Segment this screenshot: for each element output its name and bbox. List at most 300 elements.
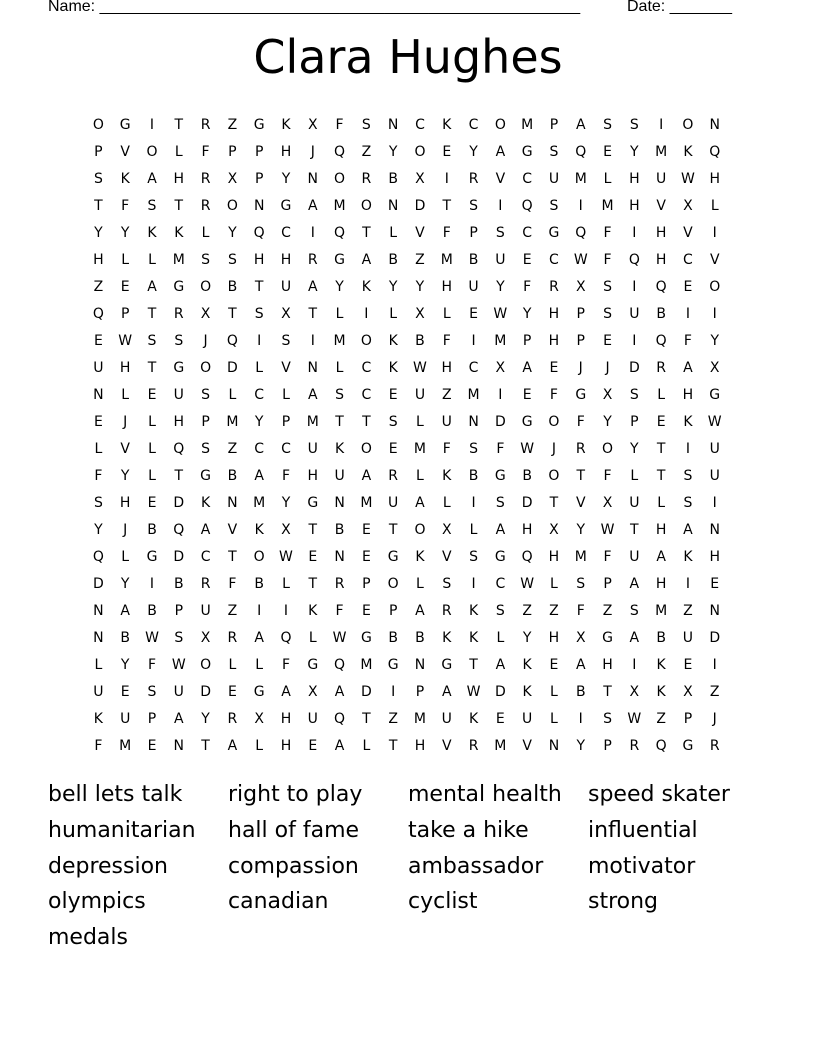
grid-letter: H xyxy=(682,387,694,403)
grid-letter: P xyxy=(201,414,210,430)
grid-letter: D xyxy=(200,684,211,700)
grid-letter: Y xyxy=(469,144,478,160)
grid-letter: B xyxy=(656,306,666,322)
grid-letter: K xyxy=(442,468,452,484)
grid-letter: Y xyxy=(94,522,103,538)
grid-letter: A xyxy=(254,630,264,646)
grid-letter: L xyxy=(416,468,424,484)
grid-letter: G xyxy=(521,144,533,160)
letter-grid xyxy=(85,113,728,761)
grid-letter: U xyxy=(709,441,720,457)
grid-letter: S xyxy=(442,576,452,592)
grid-letter: Y xyxy=(254,414,264,430)
grid-letter: T xyxy=(308,522,318,538)
grid-letter: O xyxy=(334,171,346,187)
grid-letter: Q xyxy=(334,144,346,160)
grid-letter: K xyxy=(388,360,398,376)
grid-letter: U xyxy=(629,306,640,322)
grid-letter: Y xyxy=(603,414,612,430)
grid-letter: S xyxy=(549,198,559,214)
grid-letter: E xyxy=(710,576,720,592)
grid-letter: H xyxy=(548,630,560,646)
grid-letter: D xyxy=(414,198,426,214)
grid-letter: L xyxy=(308,630,317,646)
grid-letter: P xyxy=(603,576,612,592)
grid-letter: R xyxy=(441,603,452,619)
grid-letter: U xyxy=(548,171,560,187)
grid-letter: E xyxy=(361,522,371,538)
word-list xyxy=(48,779,788,958)
grid-letter: O xyxy=(360,198,372,214)
grid-letter: M xyxy=(413,441,426,457)
grid-letter: G xyxy=(253,117,265,133)
grid-letter: S xyxy=(174,333,184,349)
grid-letter: F xyxy=(523,279,532,295)
grid-letter: O xyxy=(360,441,372,457)
word-list-item: olympics xyxy=(48,889,146,915)
grid-letter: W xyxy=(707,414,722,430)
grid-letter: S xyxy=(629,117,639,133)
grid-letter: R xyxy=(200,117,211,133)
grid-letter: A xyxy=(575,117,586,133)
grid-letter: W xyxy=(171,657,186,673)
grid-row xyxy=(85,464,728,491)
grid-letter: S xyxy=(147,198,157,214)
grid-letter: L xyxy=(630,468,639,484)
grid-letter: G xyxy=(682,738,694,754)
grid-letter: S xyxy=(201,252,211,268)
grid-letter: H xyxy=(280,738,292,754)
grid-letter: S xyxy=(147,333,157,349)
grid-letter: X xyxy=(415,306,425,322)
grid-letter: P xyxy=(174,603,184,619)
grid-letter: C xyxy=(522,225,533,241)
grid-letter: H xyxy=(119,360,131,376)
grid-letter: H xyxy=(548,333,560,349)
grid-letter: K xyxy=(442,117,452,133)
grid-letter: I xyxy=(685,576,690,592)
grid-letter: A xyxy=(495,144,506,160)
grid-letter: I xyxy=(685,441,690,457)
grid-letter: I xyxy=(632,279,637,295)
word-list-item: take a hike xyxy=(408,817,529,843)
grid-letter: P xyxy=(549,117,559,133)
name-field-label: Name: ______________________________________________________ xyxy=(48,0,581,15)
grid-letter: Z xyxy=(683,603,693,619)
grid-row xyxy=(85,545,728,572)
grid-letter: H xyxy=(655,225,667,241)
grid-letter: W xyxy=(627,711,642,727)
grid-letter: U xyxy=(93,684,104,700)
grid-letter: M xyxy=(494,333,507,349)
grid-letter: S xyxy=(495,603,505,619)
grid-letter: U xyxy=(629,495,640,511)
grid-letter: X xyxy=(629,684,640,700)
grid-letter: I xyxy=(364,306,369,322)
grid-letter: P xyxy=(683,711,693,727)
grid-letter: O xyxy=(548,468,560,484)
word-list-item: strong xyxy=(588,889,659,915)
grid-letter: Y xyxy=(388,144,398,160)
grid-letter: F xyxy=(335,117,344,133)
grid-letter: F xyxy=(576,414,585,430)
grid-letter: L xyxy=(416,414,424,430)
grid-letter: X xyxy=(683,198,693,214)
grid-letter: S xyxy=(361,117,371,133)
grid-row xyxy=(85,599,728,626)
grid-letter: T xyxy=(174,117,184,133)
grid-letter: S xyxy=(603,306,612,322)
grid-letter: D xyxy=(360,684,372,700)
grid-row xyxy=(85,518,728,545)
grid-letter: Y xyxy=(630,441,639,457)
grid-letter: X xyxy=(281,306,291,322)
grid-letter: N xyxy=(307,171,319,187)
grid-letter: Q xyxy=(655,279,667,295)
grid-letter: R xyxy=(227,630,238,646)
grid-letter: R xyxy=(173,306,184,322)
grid-letter: A xyxy=(415,603,425,619)
grid-letter: A xyxy=(227,738,238,754)
grid-row xyxy=(85,275,728,302)
grid-letter: J xyxy=(123,414,128,430)
grid-row xyxy=(85,356,728,383)
grid-letter: Q xyxy=(173,441,185,457)
grid-letter: J xyxy=(578,360,583,376)
grid-letter: I xyxy=(149,576,155,592)
grid-letter: C xyxy=(549,252,559,268)
grid-letter: K xyxy=(468,711,479,727)
grid-letter: F xyxy=(442,225,451,241)
grid-letter: N xyxy=(253,198,265,214)
grid-letter: A xyxy=(495,522,506,538)
grid-letter: Q xyxy=(92,306,104,322)
grid-letter: K xyxy=(120,171,130,187)
grid-letter: V xyxy=(415,225,425,241)
grid-letter: F xyxy=(576,603,585,619)
grid-letter: W xyxy=(332,630,347,646)
grid-letter: P xyxy=(415,684,425,700)
grid-letter: P xyxy=(576,306,585,322)
grid-letter: G xyxy=(119,117,131,133)
grid-letter: X xyxy=(602,387,613,403)
grid-letter: A xyxy=(147,171,157,187)
grid-letter: N xyxy=(334,549,345,565)
grid-letter: V xyxy=(656,198,666,214)
grid-letter: L xyxy=(148,441,156,457)
grid-letter: W xyxy=(520,576,535,592)
grid-letter: G xyxy=(173,279,185,295)
grid-letter: X xyxy=(549,522,559,538)
grid-letter: G xyxy=(280,198,292,214)
grid-letter: T xyxy=(308,576,318,592)
grid-letter: U xyxy=(656,171,667,187)
grid-letter: I xyxy=(498,198,503,214)
grid-letter: I xyxy=(632,657,637,673)
grid-letter: N xyxy=(93,630,104,646)
word-list-item: compassion xyxy=(228,853,359,879)
grid-letter: A xyxy=(575,657,586,673)
grid-letter: S xyxy=(93,495,103,511)
grid-letter: M xyxy=(119,738,132,754)
grid-letter: G xyxy=(360,630,372,646)
grid-letter: H xyxy=(414,738,426,754)
grid-letter: P xyxy=(576,333,585,349)
grid-letter: T xyxy=(388,738,398,754)
grid-letter: R xyxy=(629,738,640,754)
grid-letter: S xyxy=(281,333,291,349)
grid-letter: S xyxy=(495,225,505,241)
grid-letter: E xyxy=(549,360,559,376)
grid-letter: Z xyxy=(441,387,452,403)
grid-letter: M xyxy=(360,657,373,673)
grid-letter: K xyxy=(147,225,157,241)
grid-letter: X xyxy=(575,630,586,646)
grid-letter: Y xyxy=(120,468,130,484)
grid-row xyxy=(85,491,728,518)
grid-letter: E xyxy=(120,684,130,700)
grid-letter: M xyxy=(172,252,185,268)
grid-letter: I xyxy=(310,225,315,241)
grid-letter: L xyxy=(389,225,398,241)
word-list-item: cyclist xyxy=(408,889,478,915)
grid-letter: H xyxy=(548,549,560,565)
grid-letter: U xyxy=(388,495,399,511)
grid-letter: L xyxy=(603,171,612,187)
grid-letter: Q xyxy=(628,252,640,268)
grid-letter: E xyxy=(361,603,371,619)
grid-letter: F xyxy=(121,198,130,214)
grid-letter: O xyxy=(226,198,238,214)
grid-letter: K xyxy=(683,414,693,430)
grid-letter: B xyxy=(415,333,425,349)
grid-letter: A xyxy=(361,252,372,268)
grid-letter: B xyxy=(575,684,586,700)
grid-letter: T xyxy=(254,279,264,295)
grid-letter: R xyxy=(575,441,586,457)
grid-letter: K xyxy=(522,657,532,673)
grid-letter: E xyxy=(361,549,371,565)
grid-letter: N xyxy=(93,603,104,619)
grid-letter: R xyxy=(200,198,211,214)
grid-letter: E xyxy=(442,144,452,160)
grid-letter: X xyxy=(683,684,693,700)
grid-letter: H xyxy=(655,252,667,268)
grid-letter: C xyxy=(522,171,533,187)
grid-letter: H xyxy=(119,495,131,511)
grid-letter: F xyxy=(228,576,237,592)
grid-letter: T xyxy=(201,738,210,754)
grid-letter: S xyxy=(603,711,612,727)
grid-letter: S xyxy=(254,306,264,322)
grid-letter: X xyxy=(495,360,506,376)
grid-letter: L xyxy=(148,468,156,484)
grid-letter: I xyxy=(498,387,503,403)
grid-row xyxy=(85,302,728,329)
grid-letter: H xyxy=(280,711,292,727)
grid-letter: N xyxy=(709,603,720,619)
grid-letter: N xyxy=(709,522,720,538)
grid-letter: G xyxy=(709,387,721,403)
grid-letter: U xyxy=(629,549,640,565)
grid-letter: E xyxy=(683,657,693,673)
grid-letter: E xyxy=(147,495,157,511)
grid-letter: I xyxy=(712,225,717,241)
grid-row xyxy=(85,680,728,707)
grid-letter: J xyxy=(712,711,717,727)
grid-letter: M xyxy=(574,549,587,565)
word-list-item: ambassador xyxy=(408,853,544,879)
grid-letter: W xyxy=(681,171,695,187)
grid-letter: Y xyxy=(415,279,425,295)
word-list-item: hall of fame xyxy=(228,817,360,843)
grid-letter: L xyxy=(148,252,156,268)
grid-letter: A xyxy=(281,684,291,700)
grid-letter: W xyxy=(118,333,133,349)
grid-letter: E xyxy=(388,387,398,403)
grid-letter: Y xyxy=(120,657,130,673)
grid-letter: K xyxy=(468,603,479,619)
grid-letter: I xyxy=(149,117,155,133)
grid-letter: H xyxy=(548,306,560,322)
grid-letter: R xyxy=(307,252,318,268)
grid-letter: L xyxy=(255,657,264,673)
grid-letter: S xyxy=(603,279,612,295)
grid-letter: A xyxy=(629,576,640,592)
grid-letter: A xyxy=(361,468,372,484)
word-list-item: depression xyxy=(48,853,169,879)
date-field-label: Date: _______ xyxy=(627,0,732,15)
grid-letter: L xyxy=(442,306,451,322)
grid-letter: Z xyxy=(361,144,372,160)
grid-letter: Q xyxy=(655,333,667,349)
grid-letter: E xyxy=(522,387,532,403)
grid-letter: J xyxy=(605,360,610,376)
grid-letter: Y xyxy=(576,522,586,538)
grid-letter: U xyxy=(682,630,694,646)
grid-letter: I xyxy=(444,171,449,187)
grid-letter: E xyxy=(227,684,237,700)
grid-letter: D xyxy=(494,414,506,430)
grid-letter: E xyxy=(308,549,318,565)
grid-letter: F xyxy=(603,549,612,565)
grid-letter: E xyxy=(93,333,103,349)
grid-letter: N xyxy=(468,414,479,430)
grid-letter: S xyxy=(469,198,478,214)
grid-letter: I xyxy=(471,495,476,511)
grid-letter: C xyxy=(361,387,372,403)
grid-letter: I xyxy=(391,684,396,700)
grid-letter: S xyxy=(227,252,237,268)
grid-letter: N xyxy=(93,387,104,403)
grid-letter: L xyxy=(442,495,451,511)
grid-letter: U xyxy=(200,603,211,619)
grid-letter: T xyxy=(228,549,237,565)
grid-letter: O xyxy=(200,657,212,673)
grid-letter: X xyxy=(200,306,211,322)
grid-letter: T xyxy=(576,468,586,484)
grid-letter: L xyxy=(416,576,424,592)
grid-letter: H xyxy=(655,522,667,538)
grid-letter: M xyxy=(601,198,614,214)
grid-letter: F xyxy=(496,441,505,457)
grid-letter: T xyxy=(388,522,398,538)
grid-letter: L xyxy=(228,387,237,403)
grid-letter: A xyxy=(334,684,345,700)
grid-letter: L xyxy=(657,387,666,403)
grid-letter: D xyxy=(226,360,238,376)
grid-letter: V xyxy=(522,738,532,754)
grid-letter: K xyxy=(200,495,211,511)
grid-letter: Y xyxy=(710,333,719,349)
grid-letter: N xyxy=(387,117,399,133)
grid-letter: K xyxy=(254,522,264,538)
grid-letter: Z xyxy=(656,711,666,727)
grid-letter: G xyxy=(334,252,345,268)
grid-letter: V xyxy=(575,495,586,511)
grid-letter: L xyxy=(121,387,130,403)
grid-letter: C xyxy=(200,549,211,565)
grid-letter: T xyxy=(656,441,666,457)
grid-letter: G xyxy=(307,495,319,511)
grid-letter: A xyxy=(683,360,693,376)
grid-letter: Q xyxy=(575,225,587,241)
grid-letter: Y xyxy=(201,711,210,727)
grid-letter: H xyxy=(253,252,265,268)
grid-letter: G xyxy=(173,360,185,376)
grid-letter: K xyxy=(442,630,452,646)
grid-letter: R xyxy=(388,468,399,484)
grid-letter: S xyxy=(147,684,157,700)
grid-letter: T xyxy=(335,414,344,430)
grid-letter: V xyxy=(227,522,238,538)
grid-letter: X xyxy=(307,684,318,700)
grid-row xyxy=(85,653,728,680)
grid-letter: M xyxy=(655,144,668,160)
grid-letter: L xyxy=(255,738,264,754)
grid-letter: D xyxy=(173,549,185,565)
grid-letter: O xyxy=(253,549,265,565)
grid-letter: V xyxy=(441,549,452,565)
grid-letter: Y xyxy=(496,279,505,295)
grid-letter: F xyxy=(94,738,103,754)
grid-letter: P xyxy=(254,171,264,187)
word-list-item: motivator xyxy=(588,853,696,879)
grid-letter: F xyxy=(281,657,290,673)
grid-letter: Q xyxy=(521,549,533,565)
grid-letter: S xyxy=(549,144,559,160)
grid-letter: T xyxy=(174,468,184,484)
grid-letter: C xyxy=(254,441,265,457)
word-list-item: bell lets talk xyxy=(48,782,183,807)
grid-letter: E xyxy=(603,333,612,349)
grid-letter: D xyxy=(521,495,533,511)
grid-letter: K xyxy=(281,117,291,133)
grid-letter: I xyxy=(471,576,476,592)
grid-letter: K xyxy=(174,225,184,241)
grid-letter: P xyxy=(362,576,371,592)
grid-letter: K xyxy=(522,684,532,700)
grid-letter: U xyxy=(468,279,479,295)
grid-letter: T xyxy=(147,360,157,376)
grid-letter: S xyxy=(603,117,612,133)
word-list-item: medals xyxy=(48,925,128,951)
grid-letter: M xyxy=(655,603,668,619)
grid-letter: E xyxy=(388,441,398,457)
grid-letter: L xyxy=(550,576,558,592)
grid-letter: J xyxy=(310,144,315,160)
grid-letter: L xyxy=(335,306,344,322)
